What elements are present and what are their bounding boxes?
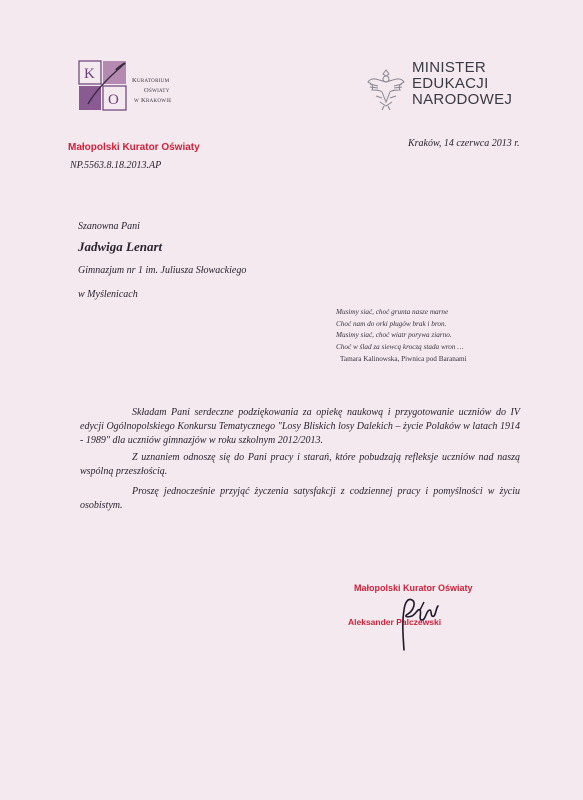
recipient-school: Gimnazjum nr 1 im. Juliusza Słowackiego xyxy=(78,265,247,276)
kurator-stamp-name: Aleksander Palczewski xyxy=(348,617,442,627)
poem-quote xyxy=(336,307,464,353)
reference-number: NP.5563.8.18.2013.AP xyxy=(70,160,162,171)
letter-date: Kraków, 14 czerwca 2013 r. xyxy=(408,138,520,149)
body-paragraph: Proszę jednocześnie przyjąć życzenia satysfakcji z codziennej pracy i pomyślności w życiu osobistym. xyxy=(80,485,520,511)
logo-letter-k: K xyxy=(84,66,95,82)
kurator-stamp-top: Małopolski Kurator Oświaty xyxy=(68,142,200,153)
poem-line: Musimy siać, choć grunta nasze marne xyxy=(336,308,449,316)
minister-title xyxy=(412,60,512,108)
kuratorium-line: Oświaty xyxy=(144,87,170,94)
minister-line: NARODOWEJ xyxy=(412,91,513,108)
recipient-name: Jadwiga Lenart xyxy=(78,239,163,254)
body-paragraph: Z uznaniem odnoszę się do Pani pracy i starań, które pobudzają refleksje uczniów nad naszą wspólną przeszłością. xyxy=(80,452,520,478)
kuratorium-line: Kuratorium xyxy=(132,77,170,84)
letter-body xyxy=(80,406,520,517)
kurator-stamp-title: Małopolski Kurator Oświaty xyxy=(354,583,473,593)
kuratorium-logo xyxy=(78,60,128,112)
kuratorium-line: w Krakowie xyxy=(134,97,172,104)
poem-line: Musimy siać, choć wiatr porywa ziarno. xyxy=(336,331,452,340)
kuratorium-name xyxy=(132,76,172,106)
eagle-emblem-icon xyxy=(366,66,406,112)
poem-author: Tamara Kalinowska, Piwnica pod Baranami xyxy=(340,355,467,363)
handwritten-signature xyxy=(386,592,450,652)
recipient-city: w Myślenicach xyxy=(78,289,138,300)
poem-line: Choć nam do orki pługów brak i bron. xyxy=(336,319,447,328)
salutation: Szanowna Pani xyxy=(78,221,140,232)
body-paragraph: Składam Pani serdeczne podziękowania za opiekę naukową i przygotowanie uczniów do IV edycji Ogólnopolskiego Konkursu Tematycznego "Losy Bliskich losy Dalekich – życie Polaków w latach 1914 - 1989" dla uczniów gimnazjów w roku szkolnym 2012/2013. xyxy=(80,407,520,446)
minister-line: MINISTER xyxy=(412,59,487,76)
logo-letter-o: O xyxy=(108,92,119,108)
poem-line: Choć w ślad za siewcą kroczą stada wron … xyxy=(336,342,464,351)
minister-line: EDUKACJI xyxy=(412,75,489,92)
